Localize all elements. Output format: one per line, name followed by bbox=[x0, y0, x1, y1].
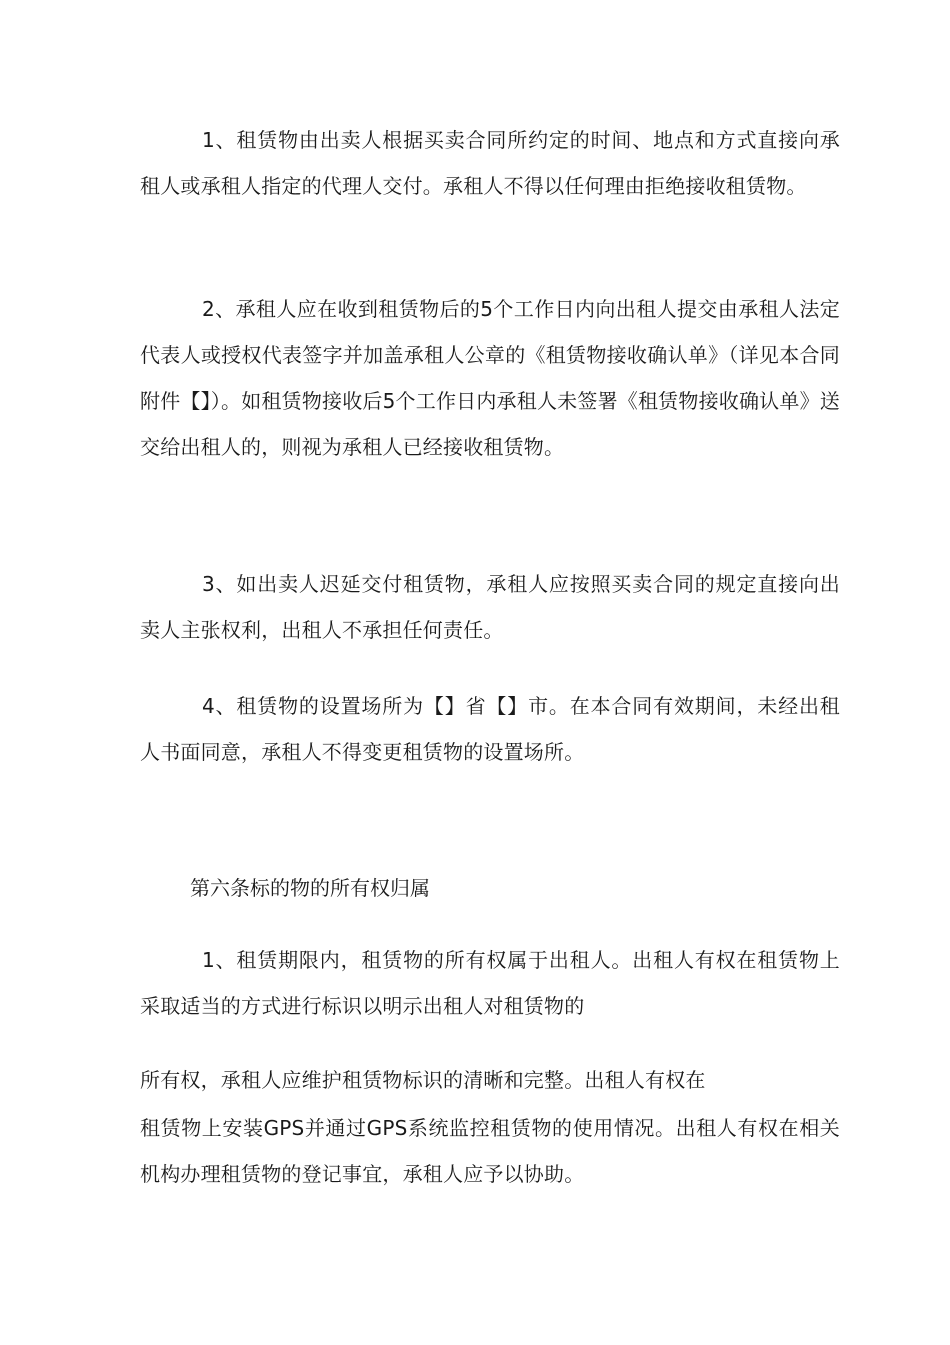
clause-ownership-continued-paragraph: 租赁物上安装GPS并通过GPS系统监控租赁物的使用情况。出租人有权在相关机构办理租赁物的登记事宜，承租人应予以协助。 bbox=[140, 1116, 840, 1186]
clause-installation-site-paragraph: 4、租赁物的设置场所为【】省【】市。在本合同有效期间，未经出租人书面同意，承租人不得变更租赁物的设置场所。 bbox=[140, 694, 840, 764]
clause-delivery-paragraph: 1、租赁物由出卖人根据买卖合同所约定的时间、地点和方式直接向承租人或承租人指定的代理人交付。承租人不得以任何理由拒绝接收租赁物。 bbox=[140, 128, 840, 198]
clause-acceptance-paragraph: 2、承租人应在收到租赁物后的5个工作日内向出租人提交由承租人法定代表人或授权代表签字并加盖承租人公章的《租赁物接收确认单》（详见本合同附件【】）。如租赁物接收后5个工作日内承租人未签署《租赁物接收确认单》送交给出租人的，则视为承租人已经接收租赁物。 bbox=[140, 297, 840, 459]
clause-late-delivery-paragraph: 3、如出卖人迟延交付租赁物，承租人应按照买卖合同的规定直接向出卖人主张权利，出租人不承担任何责任。 bbox=[140, 572, 840, 642]
article-six-heading: 第六条标的物的所有权归属 bbox=[190, 876, 430, 900]
clause-ownership-continued-line: 所有权，承租人应维护租赁物标识的清晰和完整。出租人有权在 bbox=[140, 1068, 706, 1092]
clause-ownership-paragraph: 1、租赁期限内，租赁物的所有权属于出租人。出租人有权在租赁物上采取适当的方式进行标识以明示出租人对租赁物的 bbox=[140, 948, 840, 1018]
